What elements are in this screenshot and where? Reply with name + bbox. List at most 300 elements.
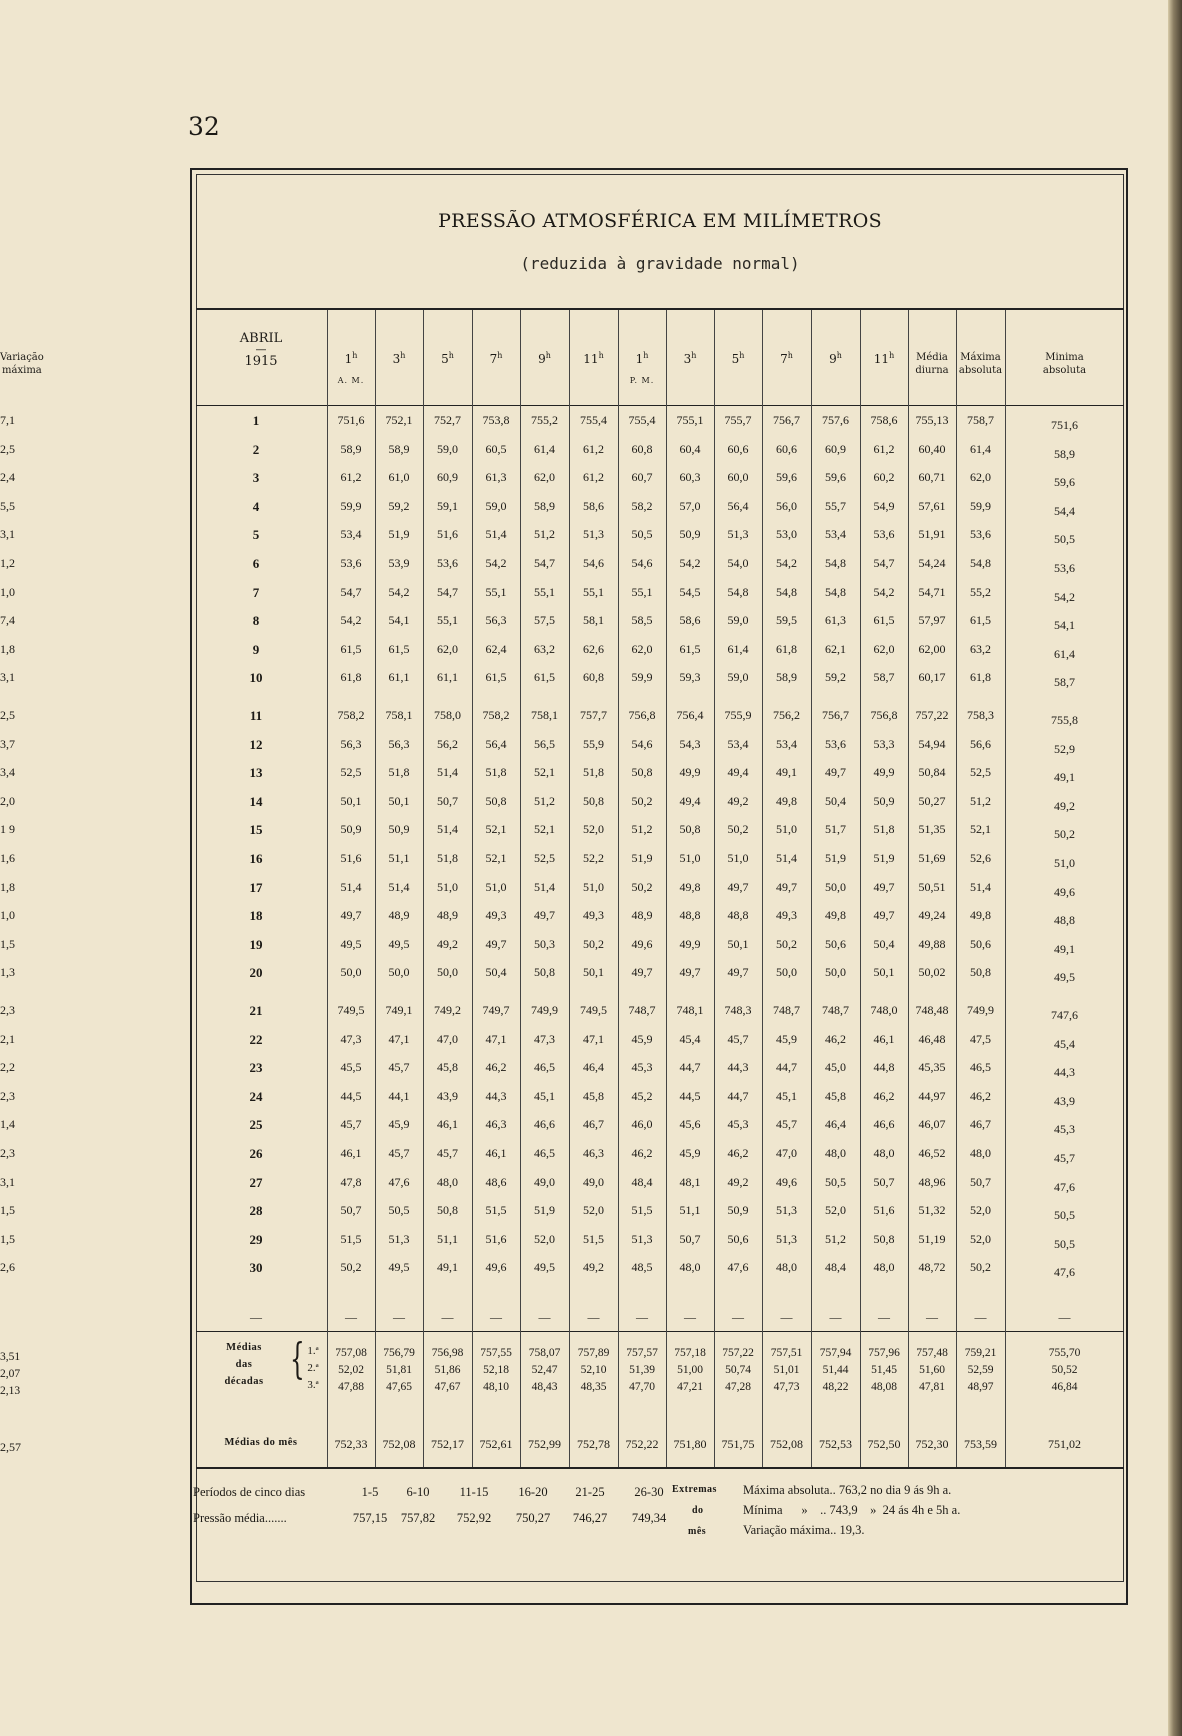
dash-mark: —: [587, 1310, 600, 1324]
table-cell: 45,5: [340, 1060, 362, 1075]
table-cell: 50,0: [776, 965, 797, 980]
month-mean: 2,57: [0, 1440, 21, 1454]
day-number: 7: [252, 584, 260, 600]
day-number: 25: [249, 1117, 263, 1133]
day-number: 21: [249, 1003, 263, 1018]
table-cell: 46,6: [873, 1117, 895, 1132]
decade-mean: 47,67: [434, 1381, 461, 1393]
table-cell: 61,2: [583, 470, 604, 485]
table-cell: 49,4: [679, 793, 701, 808]
table-cell: 61,5: [534, 670, 555, 685]
table-cell: 758,2: [337, 708, 365, 722]
table-cell: 48,0: [873, 1260, 895, 1275]
table-cell: 46,7: [970, 1117, 991, 1132]
table-cell: 48,0: [825, 1146, 846, 1160]
table-cell: 51,69: [918, 851, 946, 865]
stat-header: Variação máxima: [0, 352, 44, 376]
table-cell: 3,4: [0, 765, 15, 780]
table-cell: 757,6: [822, 413, 849, 427]
table-cell: 49,2: [437, 936, 458, 951]
table-cell: 49,3: [485, 908, 507, 923]
table-cell: 50,8: [873, 1231, 895, 1246]
table-cell: 62,6: [583, 641, 604, 656]
table-cell: 53,4: [340, 527, 362, 542]
table-cell: 50,7: [437, 793, 458, 808]
period-pressure: 757,82: [400, 1511, 436, 1525]
table-cell: 50,8: [970, 965, 991, 980]
table-cell: 46,5: [534, 1060, 555, 1075]
table-cell: 51,2: [970, 793, 991, 808]
table-cell: 50,3: [534, 936, 555, 951]
decade-mean: 48,35: [580, 1381, 607, 1393]
table-cell: 50,8: [534, 965, 555, 980]
table-cell: 46,1: [873, 1031, 895, 1046]
table-cell: 58,6: [679, 613, 701, 628]
day-number: 1: [252, 413, 260, 428]
day-number: 6: [252, 556, 260, 571]
table-cell: 49,6: [485, 1260, 507, 1275]
table-cell: 44,1: [388, 1088, 410, 1103]
table-cell: 47,3: [340, 1031, 362, 1046]
table-cell: 49,2: [727, 1174, 749, 1189]
table-cell: 1,6: [0, 851, 15, 865]
day-number: 16: [249, 851, 263, 866]
table-cell: 48,0: [970, 1146, 991, 1160]
table-cell: 56,6: [970, 736, 991, 751]
table-cell: 758,3: [967, 708, 994, 722]
table-cell: 51,1: [388, 851, 410, 865]
table-cell: 1,5: [0, 936, 15, 951]
decade-mean: 48,22: [822, 1381, 849, 1393]
table-cell: 49,5: [534, 1260, 555, 1275]
table-cell: 61,8: [340, 670, 362, 685]
table-cell: 45,1: [776, 1088, 797, 1103]
table-cell: 46,52: [918, 1146, 946, 1160]
decade-mean: 755,70: [1048, 1347, 1081, 1359]
decade-mean: 47,21: [677, 1381, 703, 1393]
table-cell: 49,1: [1054, 770, 1075, 785]
day-number: 26: [249, 1146, 263, 1161]
table-cell: 45,7: [437, 1146, 458, 1160]
table-cell: 52,1: [485, 851, 507, 865]
book-spine-shadow: [1168, 0, 1182, 1736]
table-cell: 54,7: [873, 556, 895, 570]
table-cell: 50,7: [679, 1231, 701, 1246]
table-cell: 51,0: [679, 851, 701, 865]
table-cell: 51,4: [437, 765, 458, 780]
table-cell: 59,6: [1054, 475, 1075, 490]
table-cell: 50,8: [583, 793, 604, 808]
table-cell: 52,0: [583, 822, 604, 837]
table-cell: 51,0: [437, 879, 458, 894]
table-cell: 62,00: [918, 641, 946, 656]
table-cell: 60,3: [679, 470, 701, 485]
hour-header: 11$^h$: [873, 351, 895, 366]
table-cell: 2,3: [0, 1003, 15, 1017]
table-cell: 47,3: [534, 1031, 555, 1046]
table-cell: 61,4: [727, 641, 749, 656]
table-cell: 51,5: [583, 1231, 604, 1246]
table-cell: 2,3: [0, 1088, 15, 1103]
table-cell: 55,1: [534, 584, 555, 599]
extremes-label-1: Extremas: [672, 1484, 717, 1495]
table-cell: 55,1: [437, 613, 458, 628]
table-cell: 55,9: [583, 736, 604, 751]
table-cell: 756,2: [773, 708, 800, 722]
table-cell: 48,8: [727, 908, 749, 923]
table-cell: 48,0: [679, 1260, 701, 1275]
table-cell: 51,4: [388, 879, 410, 894]
table-cell: 50,2: [727, 822, 749, 837]
day-number: 3: [252, 470, 260, 486]
decade-mean: 50,74: [725, 1364, 751, 1376]
table-cell: 751,6: [337, 413, 365, 427]
table-cell: 51,1: [679, 1203, 701, 1218]
table-cell: 50,0: [825, 879, 846, 894]
table-cell: 61,5: [388, 641, 410, 656]
am-label: A. M.: [337, 376, 365, 385]
hour-header: 5$^h$: [731, 351, 745, 366]
table-cell: 51,9: [388, 527, 410, 542]
decade-mean: 48,08: [871, 1381, 897, 1393]
decade-mean: 757,96: [868, 1347, 900, 1359]
table-cell: 756,4: [676, 708, 704, 722]
table-cell: 54,9: [873, 498, 895, 513]
table-cell: 751,6: [1051, 418, 1078, 432]
table-cell: 758,1: [385, 708, 413, 722]
decade-mean: 759,21: [964, 1347, 997, 1359]
table-cell: 54,7: [437, 584, 458, 599]
table-cell: 49,7: [340, 908, 362, 923]
hour-header: 3$^h$: [683, 351, 697, 366]
table-cell: 49,8: [776, 793, 797, 808]
table-cell: 51,4: [776, 851, 797, 865]
table-cell: 46,48: [918, 1031, 946, 1046]
table-cell: 50,27: [918, 793, 946, 808]
table-cell: 50,6: [970, 936, 991, 951]
table-cell: 45,8: [437, 1060, 458, 1075]
extremes-max: Máxima absoluta.. 763,2 no dia 9 ás 9h a.: [743, 1483, 952, 1497]
table-cell: 49,6: [1054, 884, 1075, 899]
period-pressure: 749,34: [631, 1511, 667, 1525]
table-cell: 51,0: [727, 851, 749, 865]
table-cell: 61,1: [437, 670, 458, 685]
table-cell: 54,8: [970, 556, 991, 570]
table-cell: 1,0: [0, 908, 15, 923]
table-cell: 51,4: [437, 822, 458, 837]
table-cell: 56,3: [340, 736, 362, 751]
table-cell: 60,8: [583, 670, 604, 685]
decade-mean: 48,97: [967, 1381, 994, 1393]
table-cell: 48,96: [918, 1174, 946, 1189]
table-cell: 53,6: [873, 527, 895, 542]
table-cell: 50,2: [970, 1260, 991, 1275]
table-cell: 50,8: [485, 793, 507, 808]
decades-brace: {: [290, 1334, 305, 1383]
table-cell: 49,2: [583, 1260, 604, 1275]
table-cell: 60,9: [437, 470, 458, 485]
table-cell: 49,0: [534, 1174, 555, 1189]
table-cell: 51,4: [485, 527, 507, 542]
table-cell: 59,9: [340, 498, 362, 513]
table-cell: 49,7: [727, 965, 749, 980]
decade-mean: 52,10: [580, 1364, 607, 1376]
stat-header: Minima absoluta: [1042, 352, 1087, 376]
table-cell: 2,3: [0, 1146, 15, 1160]
table-cell: 52,0: [970, 1203, 991, 1218]
table-cell: 51,3: [583, 527, 604, 542]
table-cell: 59,5: [776, 613, 797, 628]
table-cell: 60,40: [918, 441, 946, 456]
table-cell: 51,2: [534, 527, 555, 542]
month-mean: 751,02: [1048, 1437, 1081, 1451]
month-mean: 753,59: [964, 1437, 997, 1451]
dash-mark: —: [780, 1310, 793, 1324]
table-cell: 51,91: [918, 527, 946, 542]
decade-mean: 52,18: [483, 1364, 509, 1376]
table-cell: 51,32: [918, 1203, 946, 1218]
table-cell: 49,5: [388, 936, 410, 951]
table-cell: 50,4: [825, 793, 846, 808]
decade-mean: 47,70: [629, 1381, 655, 1393]
table-cell: 61,3: [825, 613, 846, 628]
table-cell: 54,6: [631, 556, 653, 570]
table-cell: 1,4: [0, 1117, 15, 1132]
pm-label: P. M.: [629, 376, 655, 385]
month-means-label: Médias do mês: [224, 1437, 298, 1448]
table-cell: 56,3: [485, 613, 507, 628]
pressure-label: Pressão média.......: [193, 1511, 287, 1525]
table-cell: 54,4: [1054, 503, 1075, 518]
table-cell: 52,6: [970, 851, 991, 865]
table-cell: 50,51: [918, 879, 946, 894]
table-cell: 54,0: [727, 556, 749, 570]
table-cell: 45,35: [918, 1060, 946, 1075]
table-cell: 749,2: [434, 1003, 461, 1017]
table-cell: 61,5: [485, 670, 507, 685]
table-cell: 50,9: [340, 822, 362, 837]
dash-mark: —: [926, 1310, 938, 1324]
dash-mark: —: [974, 1310, 987, 1324]
table-cell: 58,9: [776, 670, 797, 685]
decade-mean: 51,45: [871, 1364, 897, 1376]
day-number: 27: [249, 1174, 263, 1190]
table-cell: 48,72: [918, 1260, 946, 1275]
table-cell: 46,2: [485, 1060, 507, 1075]
day-number: 28: [249, 1203, 263, 1219]
table-cell: 747,6: [1051, 1008, 1078, 1022]
table-cell: 51,5: [340, 1231, 362, 1246]
decade-mean: 51,00: [677, 1364, 703, 1376]
table-cell: 749,7: [482, 1003, 510, 1017]
table-cell: 755,9: [724, 708, 752, 722]
table-cell: 1,0: [0, 584, 15, 599]
table-cell: 50,9: [388, 822, 410, 837]
period-pressure: 757,15: [352, 1511, 388, 1525]
day-number: 20: [249, 965, 263, 981]
table-cell: 50,1: [583, 965, 604, 980]
table-subtitle: (reduzida à gravidade normal): [520, 254, 800, 273]
table-cell: 61,4: [970, 441, 991, 456]
extremes-label-3: mês: [688, 1526, 707, 1537]
table-cell: 52,5: [534, 851, 555, 865]
table-cell: 48,1: [679, 1174, 701, 1189]
table-cell: 49,7: [534, 908, 555, 923]
hour-header: 7$^h$: [780, 351, 793, 366]
table-cell: 45,0: [825, 1060, 846, 1075]
table-cell: 61,2: [583, 441, 604, 456]
table-cell: 46,1: [340, 1146, 362, 1160]
table-cell: 56,0: [776, 498, 797, 513]
table-cell: 53,4: [727, 736, 749, 751]
table-cell: 47,6: [727, 1260, 749, 1275]
table-cell: 52,0: [583, 1203, 604, 1218]
table-cell: 748,48: [915, 1003, 949, 1017]
table-cell: 54,2: [776, 556, 797, 570]
table-cell: 51,2: [534, 793, 555, 808]
day-number: 14: [249, 793, 263, 809]
table-cell: 1,8: [0, 641, 15, 656]
decade-index: 1.ª: [307, 1345, 319, 1357]
table-cell: 51,0: [485, 879, 507, 894]
table-cell: 54,71: [918, 584, 946, 599]
table-cell: 51,4: [534, 879, 555, 894]
table-cell: 57,0: [679, 498, 701, 513]
table-cell: 45,8: [825, 1088, 846, 1103]
table-cell: 50,2: [631, 793, 653, 808]
day-number: 5: [252, 527, 260, 543]
table-cell: 52,5: [340, 765, 362, 780]
table-cell: 54,2: [340, 613, 362, 628]
decade-mean: 47,28: [725, 1381, 751, 1393]
table-cell: 51,0: [583, 879, 604, 894]
table-cell: 48,0: [437, 1174, 458, 1189]
table-cell: 53,3: [873, 736, 895, 751]
table-cell: 54,8: [776, 584, 797, 599]
dash-mark: —: [684, 1310, 696, 1324]
table-cell: 46,6: [534, 1117, 555, 1132]
table-cell: 45,3: [631, 1060, 653, 1075]
table-cell: 61,5: [970, 613, 991, 628]
period-pressure: 746,27: [572, 1511, 608, 1525]
table-title: PRESSÃO ATMOSFÉRICA EM MILÍMETROS: [438, 210, 882, 232]
table-cell: 59,9: [631, 670, 653, 685]
extremes-label-2: do: [692, 1505, 704, 1516]
month-mean: 752,30: [915, 1437, 949, 1451]
table-cell: 59,0: [727, 613, 749, 628]
table-cell: 53,4: [825, 527, 846, 542]
table-cell: 45,7: [776, 1117, 797, 1132]
table-cell: 49,5: [340, 936, 362, 951]
table-cell: 45,7: [340, 1117, 362, 1132]
table-cell: 49,7: [873, 908, 895, 923]
hour-header: 5$^h$: [441, 351, 454, 366]
table-cell: 53,9: [388, 556, 410, 570]
table-cell: 756,7: [773, 413, 800, 427]
table-cell: 61,2: [873, 441, 895, 456]
table-cell: 758,2: [482, 708, 510, 722]
table-cell: 47,6: [1054, 1179, 1075, 1194]
dash-mark: —: [829, 1310, 842, 1324]
table-cell: 62,0: [631, 641, 653, 656]
table-cell: 54,6: [631, 736, 653, 751]
table-cell: 55,1: [631, 584, 653, 599]
table-cell: 51,4: [970, 879, 991, 894]
table-cell: 53,4: [776, 736, 797, 751]
table-cell: 46,7: [583, 1117, 604, 1132]
table-cell: 54,2: [485, 556, 507, 570]
table-cell: 45,7: [1054, 1151, 1075, 1165]
table-cell: 48,5: [631, 1260, 653, 1275]
table-cell: 53,6: [437, 556, 458, 570]
table-cell: 48,8: [1054, 913, 1075, 928]
dash-mark: —: [393, 1310, 405, 1324]
table-cell: 58,9: [534, 498, 555, 513]
table-cell: 52,1: [485, 822, 507, 837]
decade-mean: 47,81: [919, 1381, 945, 1393]
table-cell: 47,0: [776, 1146, 797, 1160]
table-cell: 50,2: [340, 1260, 362, 1275]
table-cell: 50,5: [1054, 532, 1075, 547]
table-cell: 46,5: [970, 1060, 991, 1075]
table-cell: 50,9: [679, 527, 701, 542]
table-cell: 49,8: [679, 879, 701, 894]
table-cell: 55,2: [970, 584, 991, 599]
table-cell: 47,6: [388, 1174, 410, 1189]
table-cell: 51,9: [873, 851, 895, 865]
table-cell: 748,3: [724, 1003, 752, 1017]
table-cell: 46,07: [918, 1117, 946, 1132]
table-cell: 60,5: [485, 441, 507, 456]
hour-header: 7$^h$: [489, 351, 503, 366]
table-cell: 52,9: [1054, 741, 1075, 756]
table-cell: 50,2: [776, 936, 797, 951]
table-cell: 46,0: [631, 1117, 653, 1132]
table-cell: 62,0: [873, 641, 895, 656]
table-cell: 60,4: [679, 441, 701, 456]
table-cell: 59,1: [437, 498, 458, 513]
decades-label: das: [235, 1359, 253, 1370]
decade-mean: 47,73: [773, 1381, 800, 1393]
day-number: 18: [249, 908, 263, 924]
table-cell: 59,6: [776, 470, 797, 485]
table-cell: 60,9: [825, 441, 846, 456]
table-cell: 60,8: [631, 441, 653, 456]
table-cell: 60,2: [873, 470, 895, 485]
table-cell: 47,1: [583, 1031, 604, 1046]
table-cell: 50,0: [437, 965, 458, 980]
table-cell: 48,8: [679, 908, 701, 923]
table-cell: 51,5: [631, 1203, 653, 1218]
table-cell: 50,02: [918, 965, 946, 980]
extremes-min: Mínima » .. 743,9 » 24 ás 4h e 5h a.: [743, 1503, 961, 1517]
decades-label: décadas: [224, 1376, 264, 1387]
decade-mean: 48,10: [483, 1381, 509, 1393]
table-cell: 45,3: [727, 1117, 749, 1132]
table-cell: 48,9: [388, 908, 410, 923]
month-mean: 752,78: [577, 1437, 610, 1451]
decade-mean: 51,01: [773, 1364, 800, 1376]
table-cell: 57,61: [918, 498, 946, 513]
table-cell: 56,5: [534, 736, 555, 751]
table-cell: 54,2: [679, 556, 701, 570]
table-cell: 46,4: [825, 1117, 846, 1132]
table-cell: 755,13: [915, 413, 949, 427]
table-cell: 49,0: [583, 1174, 604, 1189]
table-cell: 51,8: [873, 822, 895, 837]
table-cell: 54,7: [534, 556, 555, 570]
table-cell: 52,0: [825, 1203, 846, 1218]
